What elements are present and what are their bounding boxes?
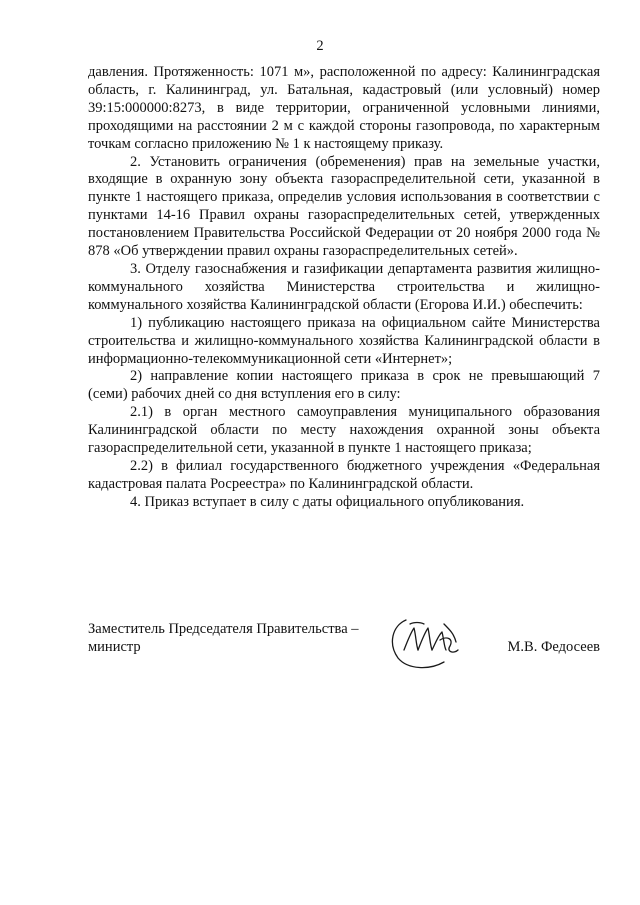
page-number: 2 <box>316 38 324 54</box>
paragraph-address-continuation: давления. Протяженность: 1071 м», расположенной по адресу: Калининградская область, г. Калининград, ул. Батальная, кадастровый (или условный) номер 39:15:000000:8273, в виде территории, ограниченной условными линиями, проходящими на расстоянии 2 м с каждой стороны газопровода, по характерным точкам согласно приложению № 1 к настоящему приказу. <box>88 64 600 152</box>
paragraph-item-2-restrictions: 2. Установить ограничения (обременения) прав на земельные участки, входящие в охранную зону объекта газораспределительной сети, указанной в пункте 1 настоящего приказа, определив условия использования в соответствии с пунктами 14-16 Правил охраны газораспределительных сетей, утвержденных постановлением Правительства Российской Федерации от 20 ноября 2000 года № 878 «Об утверждении правил охраны газораспределительных сетей». <box>88 153 600 260</box>
signer-title <box>88 620 359 656</box>
signer-title-line-1: Заместитель Председателя Правительства – <box>88 621 359 637</box>
paragraph-item-3-1-publication: 1) публикацию настоящего приказа на официальном сайте Министерства строительства и жилищно-коммунального хозяйства Калининградской области в информационно-телекоммуникационной сети «Интернет»; <box>88 314 600 367</box>
paragraph-item-2-2-cadastral-chamber: 2.2) в филиал государственного бюджетного учреждения «Федеральная кадастровая палата Росреестра» по Калининградской области. <box>88 457 600 492</box>
paragraph-item-4-entry-into-force: 4. Приказ вступает в силу с даты официального опубликования. <box>130 493 525 510</box>
document-body <box>88 64 600 512</box>
signer-name: М.В. Федосеев <box>507 639 600 655</box>
signer-title-line-2: министр <box>88 639 141 655</box>
paragraph-item-3-2-send-copies: 2) направление копии настоящего приказа в срок не превышающий 7 (семи) рабочих дней со дня вступления его в силу: <box>88 368 600 403</box>
signature-block <box>88 612 600 682</box>
handwritten-signature <box>384 610 466 672</box>
paragraph-item-3-gas-department: 3. Отделу газоснабжения и газификации департамента развития жилищно-коммунального хозяйства Министерства строительства и жилищно-коммунального хозяйства Калининградской области (Егорова И.И.) обеспечить: <box>88 260 600 313</box>
paragraph-item-2-1-local-authority: 2.1) в орган местного самоуправления муниципального образования Калининградской области по месту нахождения охранной зоны объекта газораспределительной сети, указанной в пункте 1 настоящего приказа; <box>88 404 600 457</box>
